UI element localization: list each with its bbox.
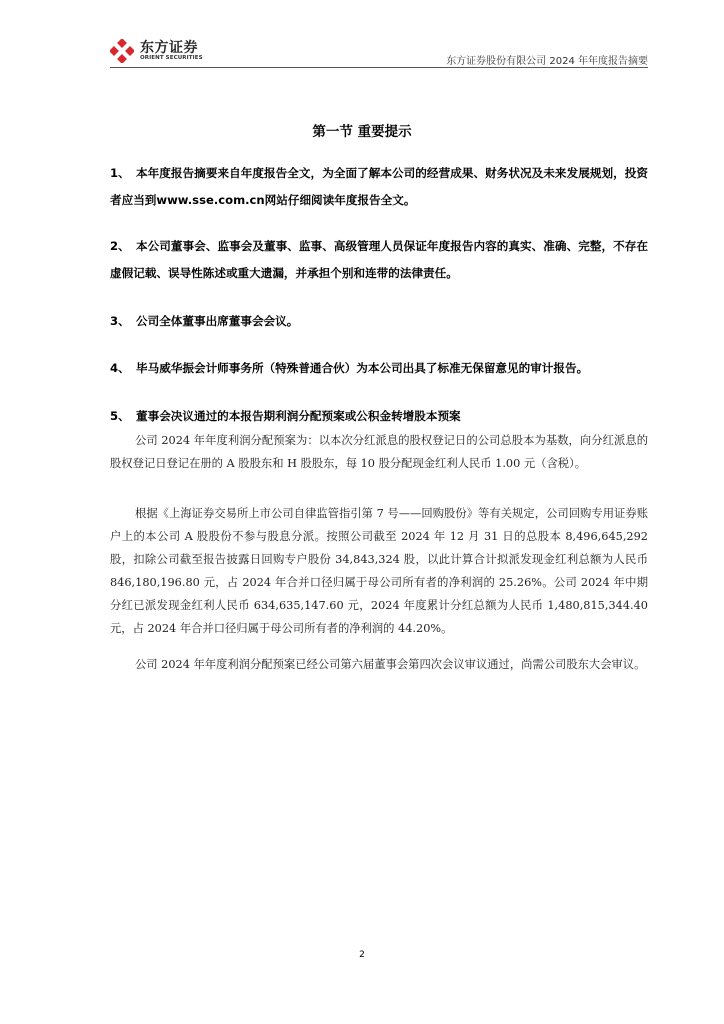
approval-paragraph: 公司 2024 年年度利润分配预案已经公司第六届董事会第四次会议审议通过，尚需公司股东大会审议。 bbox=[135, 658, 646, 671]
orient-logo-icon bbox=[110, 39, 134, 63]
item-text: 本公司董事会、监事会及董事、监事、高级管理人员保证年度报告内容的真实、准确、完整，不存在虚假记载、误导性陈述或重大遗漏，并承担个别和连带的法律责任。 bbox=[110, 239, 648, 280]
notice-item-2 bbox=[110, 233, 648, 287]
notice-item-1 bbox=[110, 160, 648, 214]
logo-chinese-name: 东方证券 bbox=[140, 40, 198, 56]
dividend-plan-paragraph: 公司 2024 年年度利润分配预案为：以本次分红派息的股权登记日的公司总股本为基数，向分红派息的股权登记日登记在册的 A 股股东和 H 股股东，每 10 股分配现金红利人民币 1.00 元（含税）。 bbox=[110, 434, 648, 470]
notice-item-5 bbox=[110, 403, 648, 430]
section-title: 第一节 重要提示 bbox=[312, 124, 412, 140]
notice-item-3 bbox=[110, 308, 648, 335]
header-divider bbox=[110, 67, 648, 68]
report-title: 东方证券股份有限公司 2024 年年度报告摘要 bbox=[446, 56, 648, 67]
item-text: 本年度报告摘要来自年度报告全文，为全面了解本公司的经营成果、财务状况及未来发展规划，投资者应当到www.sse.com.cn网站仔细阅读年度报告全文。 bbox=[110, 166, 648, 207]
item-number: 5、 bbox=[110, 409, 130, 423]
notice-item-4 bbox=[110, 355, 648, 382]
item-number: 1、 bbox=[110, 166, 130, 180]
item-number: 2、 bbox=[110, 239, 130, 253]
item-text: 董事会决议通过的本报告期利润分配预案或公积金转增股本预案 bbox=[136, 409, 461, 423]
item-text: 毕马威华振会计师事务所（特殊普通合伙）为本公司出具了标准无保留意见的审计报告。 bbox=[136, 361, 589, 375]
page-number: 2 bbox=[359, 950, 365, 960]
share-buyback-paragraph: 根据《上海证券交易所上市公司自律监管指引第 7 号——回购股份》等有关规定，公司回购专用证券账户上的本公司 A 股股份不参与股息分派。按照公司截至 2024 年 12 月 31 日的总股本 8,496,645,292 股，扣除公司截至报告披露日回购专户股份 34,843,324 股，以此计算合计拟派发现金红利总额为人民币 846,180,196.80 元，占 2024 年合并口径归属于母公司所有者的净利润的 25.26%。公司 2024 年中期分红已派发现金红利人民币 634,635,147.60 元，2024 年度累计分红总额为人民币 1,480,815,344.40 元，占 2024 年合并口径归属于母公司所有者的净利润的 44.20%。 bbox=[110, 507, 648, 635]
page-header bbox=[110, 36, 648, 68]
item-text: 公司全体董事出席董事会会议。 bbox=[136, 314, 299, 328]
item-number: 3、 bbox=[110, 314, 130, 328]
logo-english-name: ORIENT SECURITIES bbox=[140, 55, 203, 61]
item-number: 4、 bbox=[110, 361, 130, 375]
